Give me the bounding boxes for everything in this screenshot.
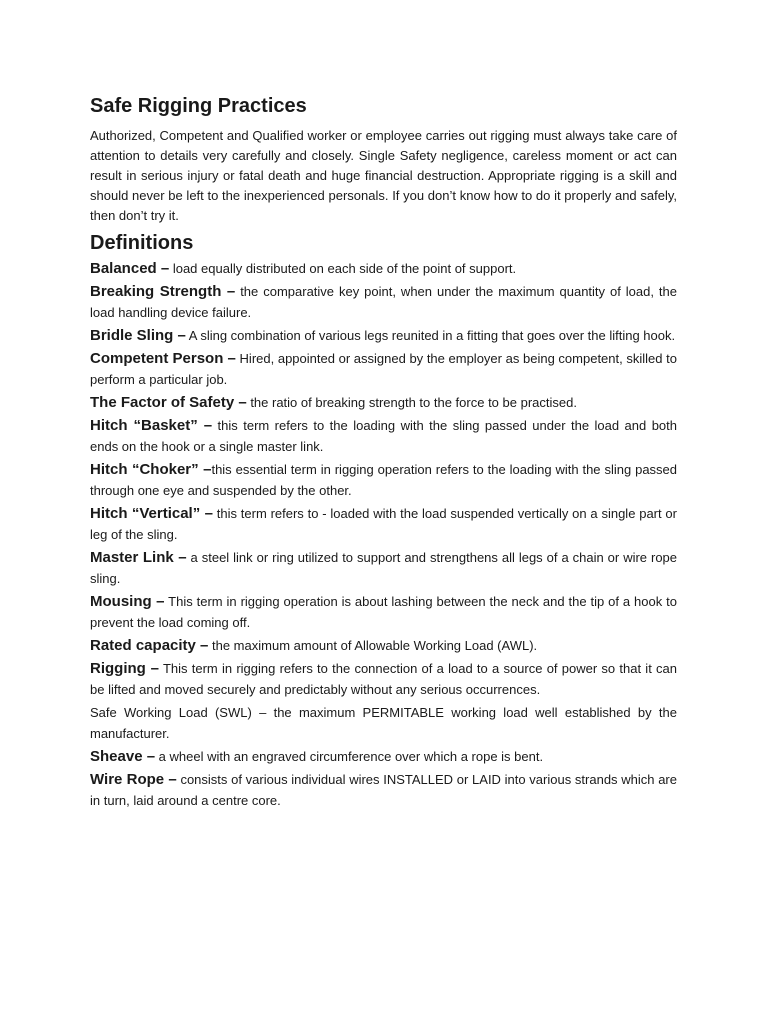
definition-term: Bridle Sling – (90, 327, 186, 344)
definition-text: Safe Working Load (SWL) – the maximum PERMITABLE working load well established by the manufacturer. (90, 705, 677, 741)
definition-item (90, 746, 677, 767)
definition-text: load equally distributed on each side of the point of support. (169, 261, 517, 276)
definition-item (90, 769, 677, 811)
definition-text: This term in rigging operation is about lashing between the neck and the tip of a hook to prevent the load coming off. (90, 594, 677, 630)
definition-term: Mousing – (90, 593, 165, 610)
definition-item (90, 325, 677, 346)
definition-item (90, 635, 677, 656)
definition-text: a wheel with an engraved circumference over which a rope is bent. (155, 749, 544, 764)
definition-item (90, 547, 677, 589)
definition-text: this term refers to - loaded with the load suspended vertically on a single part or leg of the sling. (90, 506, 677, 542)
definition-term: Master Link – (90, 549, 187, 566)
definition-term: The Factor of Safety – (90, 394, 247, 411)
definition-item (90, 702, 677, 744)
intro-paragraph: Authorized, Competent and Qualified worker or employee carries out rigging must always take care of attention to details very carefully and closely. Single Safety negligence, careless moment or act can result in serious injury or fatal death and huge financial destruction. Appropriate rigging is a skill and should never be left to the inexperienced personals. If you don’t know how to do it properly and safely, then don’t try it. (90, 128, 677, 223)
definition-item (90, 459, 677, 501)
definition-term: Hitch “Choker” – (90, 461, 212, 478)
definition-item (90, 503, 677, 545)
definition-text: this term refers to the loading with the sling passed under the load and both ends on the hook or a single master link. (90, 418, 678, 454)
definition-term: Hitch “Basket” – (90, 417, 213, 434)
definition-term: Rigging – (90, 660, 159, 677)
definition-term: Rated capacity – (90, 637, 209, 654)
document-page (90, 92, 677, 813)
definition-item (90, 281, 677, 323)
definition-text: A sling combination of various legs reunited in a fitting that goes over the lifting hook. (185, 328, 676, 343)
definition-text: the maximum amount of Allowable Working Load (AWL). (208, 638, 538, 653)
definition-text: Hired, appointed or assigned by the employer as being competent, skilled to perform a particular job. (90, 351, 677, 387)
page-title: Safe Rigging Practices (90, 95, 307, 117)
definition-term: Competent Person – (90, 350, 236, 367)
definition-item (90, 258, 677, 279)
definition-item (90, 591, 677, 633)
definition-term: Hitch “Vertical” – (90, 505, 213, 522)
definition-item (90, 658, 677, 700)
definition-text: consists of various individual wires INSTALLED or LAID into various strands which are in turn, laid around a centre core. (90, 772, 677, 808)
definition-text: a steel link or ring utilized to support and strengthens all legs of a chain or wire rope sling. (90, 550, 678, 586)
definition-text: the comparative key point, when under the maximum quantity of load, the load handling device failure. (90, 284, 678, 320)
definition-text: this essential term in rigging operation refers to the loading with the sling passed through one eye and suspended by the other. (90, 462, 678, 498)
definition-text: the ratio of breaking strength to the force to be practised. (246, 395, 577, 410)
definition-term: Breaking Strength – (90, 283, 236, 300)
definition-text: This term in rigging refers to the connection of a load to a source of power so that it can be lifted and moved securely and predictably without any serious occurrences. (90, 661, 677, 697)
definition-term: Wire Rope – (90, 771, 177, 788)
definition-item (90, 415, 677, 457)
definition-term: Sheave – (90, 748, 156, 765)
definitions-heading: Definitions (90, 232, 194, 254)
definition-item (90, 348, 677, 390)
definition-item (90, 392, 677, 413)
definition-term: Balanced – (90, 260, 170, 277)
